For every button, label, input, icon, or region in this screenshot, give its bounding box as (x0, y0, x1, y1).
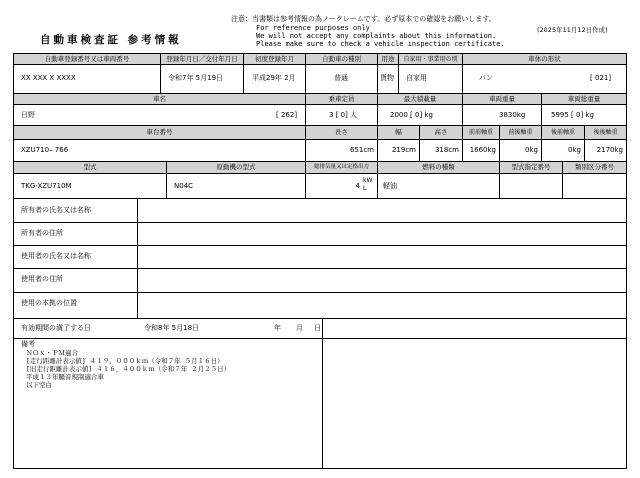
private-commercial-header: 自家用・事業用の別 (403, 56, 458, 63)
notice-line-1: 注意：当書類は参考情報の為ノークレームです。必ず原本での確認をお願いします。 (231, 15, 496, 23)
notice-line-2: For reference purposes only (256, 24, 370, 32)
expiry-year: 年 (274, 324, 281, 332)
class-no-header: 類別区分番号 (575, 163, 614, 171)
rr-axle-value: 2170kg (596, 146, 623, 154)
page-title: 自動車検査証 参考情報 (40, 34, 182, 46)
make-value: 日野 (21, 111, 35, 119)
usage-value: 貨物 (380, 74, 394, 82)
expiry-month: 月 (296, 324, 303, 332)
height-header: 高さ (434, 128, 448, 136)
max-load-value: 2000 [ 0] kg (390, 111, 433, 119)
user-address-label: 使用者の住所 (21, 275, 63, 283)
fr-axle-header: 前後軸重 (508, 129, 533, 136)
expiry-day: 日 (314, 324, 321, 332)
capacity-value: 3 [ 0] 人 (329, 111, 358, 119)
model-value: TKG-XZU710M (21, 182, 72, 190)
vehicle-type-value: 普通 (334, 74, 348, 82)
ff-axle-value: 1660kg (469, 146, 496, 154)
notice-line-4: Please make sure to check a vehicle inspection certificate. (256, 40, 505, 48)
vehicle-type-header: 自動車の種別 (322, 55, 361, 63)
engine-value: N04C (174, 182, 194, 190)
max-load-header: 最大積載量 (403, 95, 437, 103)
displacement-unit-kw: kW (363, 177, 373, 184)
form-border (13, 53, 627, 469)
remarks-label: 備考 (21, 340, 35, 348)
user-name-label: 使用者の氏名又は名称 (21, 252, 91, 260)
capacity-header: 乗車定員 (328, 95, 355, 103)
first-reg-value: 平成29年 2月 (252, 74, 296, 82)
width-header: 幅 (395, 128, 402, 136)
expiry-value: 令和8年 5月18日 (144, 324, 200, 332)
displacement-header: 総排気量又は定格出力 (313, 164, 369, 170)
remark-line-4: 平成１３年騒音規制適合車 (26, 373, 104, 381)
chassis-value: XZU710– 766 (21, 146, 69, 154)
gross-weight-header: 車両総重量 (567, 95, 601, 103)
remark-line-3: [旧走行距離計表示値] ４１６，４００ｋｍ（令和７年 ２月２５日） (26, 365, 231, 373)
engine-header: 原動機の型式 (216, 163, 256, 171)
rr-axle-header: 後後軸重 (593, 129, 618, 136)
owner-address-label: 所有者の住所 (21, 229, 63, 237)
gross-weight-value: 5995 [ 0] kg (551, 111, 594, 119)
body-shape-header: 車体の形状 (528, 55, 561, 63)
created-date: (2025年11月12日作成) (537, 26, 608, 34)
rf-axle-header: 後前軸重 (550, 129, 575, 136)
plate-value: XX XXX X XXXX (21, 74, 76, 82)
designation-no-header: 型式指定番号 (511, 163, 551, 171)
remark-line-2: [走行距離計表示値] ４１９，０００ｋｍ（令和７年 ５月１６日） (26, 357, 224, 365)
private-commercial-value: 自家用 (406, 74, 427, 82)
displacement-unit-l: L (363, 185, 367, 192)
height-value: 318cm (434, 146, 459, 154)
reg-date-header: 登録年月日／交付年月日 (166, 55, 238, 63)
reg-date-value: 令和7年 5月19日 (168, 74, 224, 82)
body-shape-value: バン (479, 74, 493, 82)
fuel-header: 燃料の種類 (422, 163, 455, 171)
width-value: 219cm (391, 146, 416, 154)
rf-axle-value: 0kg (568, 146, 581, 154)
owner-name-label: 所有者の氏名又は名称 (21, 206, 91, 214)
plate-header: 自動車登録番号又は車両番号 (44, 55, 130, 63)
ff-axle-header: 前前軸重 (468, 129, 493, 136)
length-header: 長さ (335, 128, 348, 136)
fuel-value: 軽油 (383, 182, 397, 190)
remark-line-5: 以下空白 (26, 381, 52, 389)
weight-header: 車両重量 (489, 95, 515, 103)
notice-line-3: We will not accept any complaints about this information. (256, 32, 497, 40)
expiry-label: 有効期間の満了する日 (21, 324, 91, 332)
make-code-value: [ 262] (276, 111, 298, 119)
model-header: 型式 (83, 163, 97, 171)
base-location-label: 使用の本拠の位置 (21, 299, 77, 307)
first-reg-header: 初度登録年月 (255, 55, 294, 63)
chassis-header: 車台番号 (146, 128, 173, 136)
fr-axle-value: 0kg (525, 146, 538, 154)
usage-header: 用途 (381, 55, 395, 63)
make-header: 車名 (153, 95, 166, 103)
length-value: 651cm (349, 146, 374, 154)
body-code-value: [ 021] (590, 74, 612, 82)
remark-line-1: ＮＯｘ・ＰＭ適合 (26, 349, 78, 357)
weight-value: 3830kg (499, 111, 526, 119)
displacement-value: 4 (355, 182, 360, 190)
